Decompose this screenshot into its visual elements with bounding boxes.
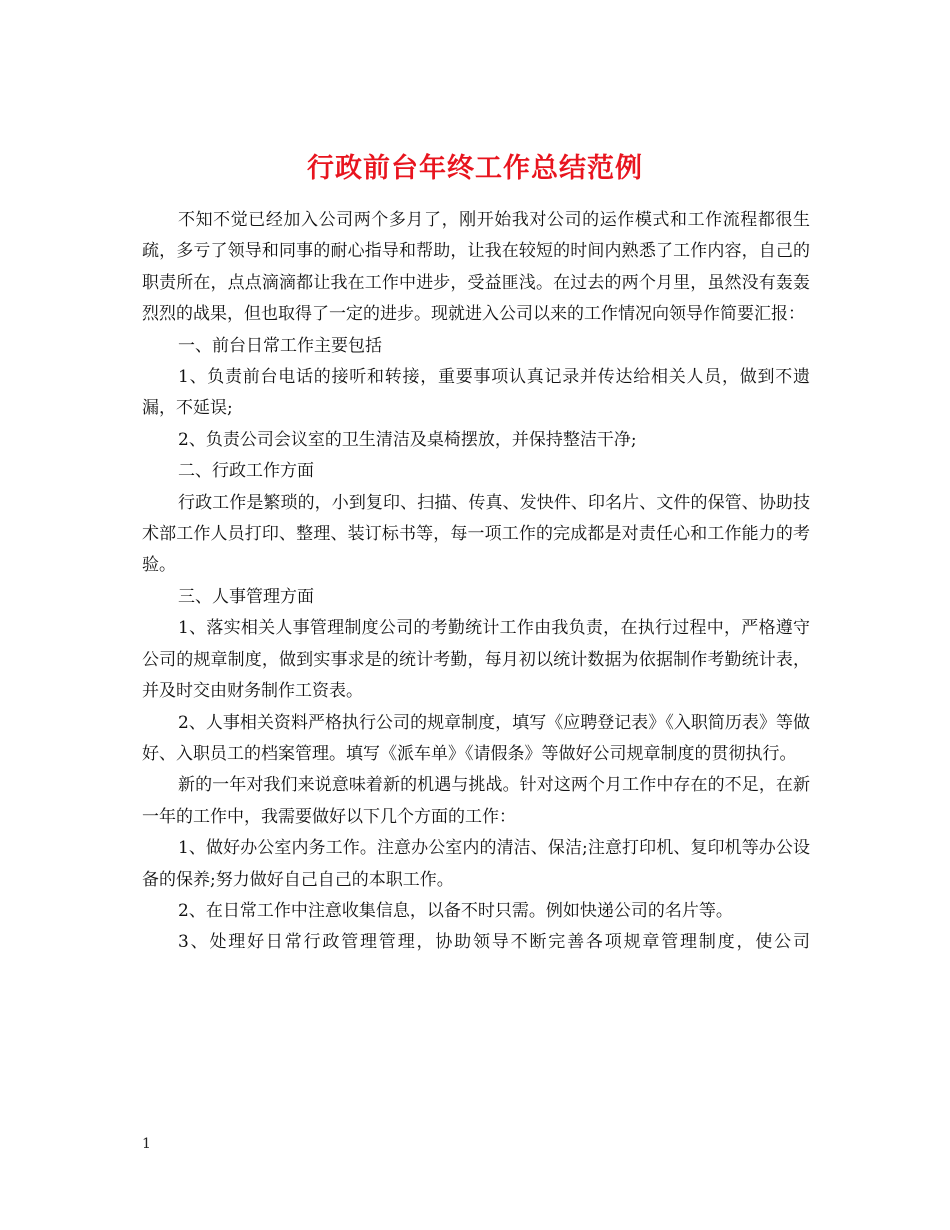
paragraph-intro: 不知不觉已经加入公司两个多月了，刚开始我对公司的运作模式和工作流程都很生疏，多亏了领导和同事的耐心指导和帮助，让我在较短的时间内熟悉了工作内容，自己的职责所在，点点滴滴都让我在工作中进步，受益匪浅。在过去的两个月里，虽然没有轰轰烈烈的战果，但也取得了一定的进步。现就进入公司以来的工作情况向领导作简要汇报： [142,210,810,325]
paragraph-front-desk-item-1: 1、负责前台电话的接听和转接，重要事项认真记录并传达给相关人员，做到不遗漏，不延误; [142,367,810,419]
section-heading-admin: 二、行政工作方面 [178,461,314,482]
paragraph-plan-item-2: 2、在日常工作中注意收集信息，以备不时只需。例如快递公司的名片等。 [178,900,733,921]
paragraph-front-desk-item-2: 2、负责公司会议室的卫生清洁及桌椅摆放，并保持整洁干净; [178,429,637,450]
paragraph-admin: 行政工作是繁琐的，小到复印、扫描、传真、发快件、印名片、文件的保管、协助技术部工作人员打印、整理、装订标书等，每一项工作的完成都是对责任心和工作能力的考验。 [142,492,810,576]
document-body [142,205,810,959]
paragraph-plan-item-1: 1、做好办公室内务工作。注意办公室内的清洁、保洁;注意打印机、复印机等办公设备的保养;努力做好自己自己的本职工作。 [142,838,810,890]
document-title: 行政前台年终工作总结范例 [307,153,643,185]
paragraph-new-year: 新的一年对我们来说意味着新的机遇与挑战。针对这两个月工作中存在的不足，在新一年的工作中，我需要做好以下几个方面的工作： [142,775,810,827]
page-number: 1 [142,1136,151,1152]
paragraph-hr-item-1: 1、落实相关人事管理制度公司的考勤统计工作由我负责，在执行过程中，严格遵守公司的规章制度，做到实事求是的统计考勤，每月初以统计数据为依据制作考勤统计表，并及时交由财务制作工资表。 [142,618,810,702]
section-heading-front-desk: 一、前台日常工作主要包括 [178,335,382,356]
paragraph-hr-item-2: 2、人事相关资料严格执行公司的规章制度，填写《应聘登记表》《入职简历表》等做好、入职员工的档案管理。填写《派车单》《请假条》等做好公司规章制度的贯彻执行。 [142,712,810,764]
paragraph-plan-item-3: 3、处理好日常行政管理管理，协助领导不断完善各项规章管理制度，使公司 [178,932,810,953]
section-heading-hr: 三、人事管理方面 [178,586,314,607]
